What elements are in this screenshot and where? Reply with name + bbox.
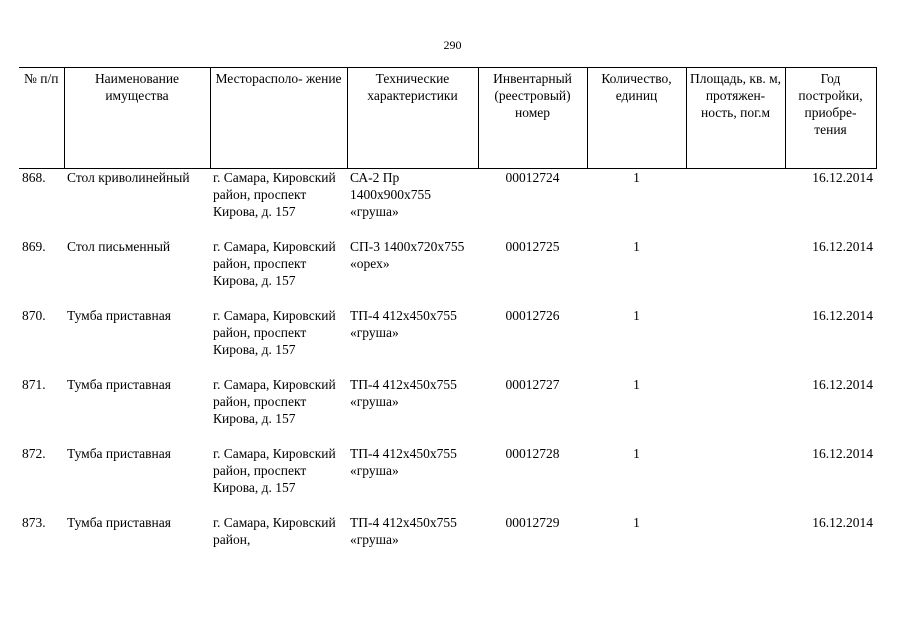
cell-area bbox=[686, 376, 785, 445]
cell-quantity: 1 bbox=[633, 376, 640, 392]
cell-inventory: 00012725 bbox=[505, 238, 560, 254]
cell-name: Стол письменный bbox=[67, 238, 171, 254]
cell-year: 16.12.2014 bbox=[812, 445, 873, 461]
cell-year: 16.12.2014 bbox=[812, 238, 873, 254]
cell-area bbox=[686, 445, 785, 514]
cell-name: Тумба приставная bbox=[67, 445, 171, 461]
cell-num: 870. bbox=[22, 307, 46, 323]
cell-location: г. Самара, Кировский район, bbox=[213, 514, 336, 547]
cell-year: 16.12.2014 bbox=[812, 307, 873, 323]
cell-year: 16.12.2014 bbox=[812, 514, 873, 530]
table-row bbox=[19, 514, 876, 574]
cell-tech: ТП-4 412х450х755 «груша» bbox=[350, 376, 457, 409]
cell-tech: ТП-4 412х450х755 «груша» bbox=[350, 514, 457, 547]
cell-area bbox=[686, 514, 785, 574]
table-row bbox=[19, 238, 876, 307]
cell-inventory: 00012727 bbox=[505, 376, 560, 392]
table-row bbox=[19, 376, 876, 445]
header-name: Наименование имущества bbox=[64, 68, 210, 169]
header-quantity: Количество, единиц bbox=[587, 68, 686, 169]
cell-num: 871. bbox=[22, 376, 46, 392]
header-inventory: Инвентарный (реестровый) номер bbox=[478, 68, 587, 169]
table-row bbox=[19, 445, 876, 514]
table-row bbox=[19, 169, 876, 238]
header-area: Площадь, кв. м, протяжен- ность, пог.м bbox=[686, 68, 785, 169]
cell-location: г. Самара, Кировский район, проспект Кирова, д. 157 bbox=[213, 307, 336, 357]
cell-name: Тумба приставная bbox=[67, 307, 171, 323]
cell-tech: СА-2 Пр 1400х900х755 «груша» bbox=[350, 170, 431, 219]
cell-tech: ТП-4 412х450х755 «груша» bbox=[350, 307, 457, 340]
cell-year: 16.12.2014 bbox=[812, 170, 873, 185]
cell-quantity: 1 bbox=[633, 307, 640, 323]
cell-num: 872. bbox=[22, 445, 46, 461]
cell-num: 868. bbox=[22, 170, 46, 185]
cell-quantity: 1 bbox=[633, 445, 640, 461]
header-num: № п/п bbox=[19, 68, 64, 169]
cell-area bbox=[686, 169, 785, 238]
cell-inventory: 00012724 bbox=[505, 170, 560, 185]
cell-location: г. Самара, Кировский район, проспект Кирова, д. 157 bbox=[213, 170, 336, 219]
cell-location: г. Самара, Кировский район, проспект Кирова, д. 157 bbox=[213, 445, 336, 495]
header-location: Месторасполо- жение bbox=[210, 68, 347, 169]
cell-tech: СП-3 1400х720х755 «орех» bbox=[350, 238, 465, 271]
cell-name: Тумба приставная bbox=[67, 514, 171, 530]
cell-inventory: 00012729 bbox=[505, 514, 560, 530]
cell-inventory: 00012726 bbox=[505, 307, 560, 323]
cell-name: Тумба приставная bbox=[67, 376, 171, 392]
header-year: Год постройки, приобре- тения bbox=[785, 68, 876, 169]
cell-quantity: 1 bbox=[633, 238, 640, 254]
table-row bbox=[19, 307, 876, 376]
cell-location: г. Самара, Кировский район, проспект Кирова, д. 157 bbox=[213, 376, 336, 426]
cell-location: г. Самара, Кировский район, проспект Кирова, д. 157 bbox=[213, 238, 336, 288]
header-tech: Технические характеристики bbox=[347, 68, 478, 169]
cell-tech: ТП-4 412х450х755 «груша» bbox=[350, 445, 457, 478]
cell-num: 873. bbox=[22, 514, 46, 530]
property-registry-table bbox=[19, 67, 877, 574]
cell-inventory: 00012728 bbox=[505, 445, 560, 461]
cell-year: 16.12.2014 bbox=[812, 376, 873, 392]
table-header-row bbox=[19, 68, 876, 169]
page-number: 290 bbox=[443, 38, 462, 52]
cell-name: Стол криволинейный bbox=[67, 170, 190, 185]
cell-area bbox=[686, 307, 785, 376]
cell-quantity: 1 bbox=[633, 514, 640, 530]
cell-area bbox=[686, 238, 785, 307]
cell-quantity: 1 bbox=[633, 170, 640, 185]
cell-num: 869. bbox=[22, 238, 46, 254]
